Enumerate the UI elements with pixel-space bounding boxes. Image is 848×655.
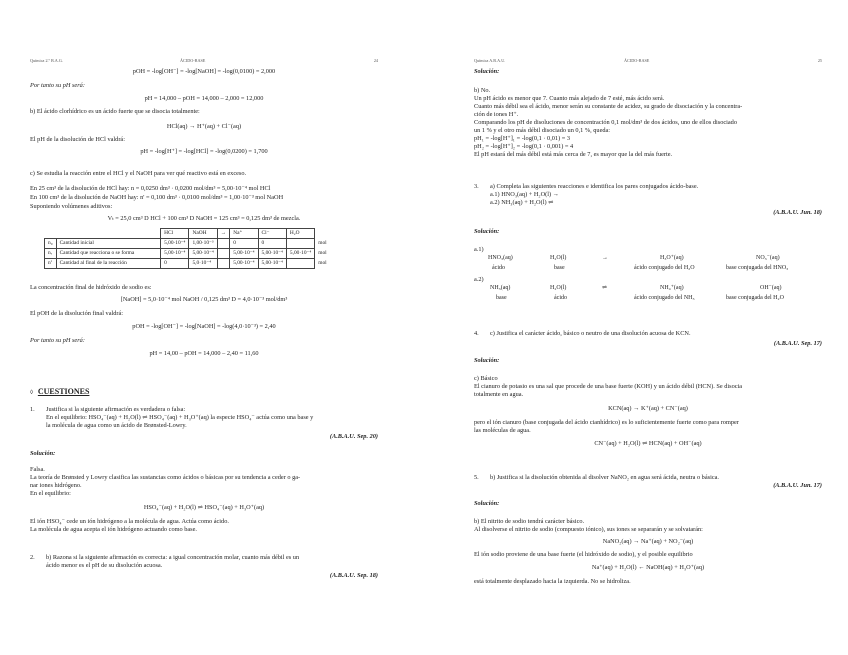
reaction-labels: [474, 265, 822, 275]
text-line: El cianuro de potasio es una sal que procede de una base fuerte (KOH) y un ácido débil (HCN). Se disocia: [474, 383, 743, 390]
table-cell: nⁱ: [45, 259, 57, 269]
text-line: totalmente en agua.: [474, 391, 524, 398]
species: H₃O⁺(aq): [660, 255, 684, 261]
table-cell: 5,00·10⁻⁴: [189, 249, 217, 259]
label: base: [554, 265, 565, 271]
text-line: las moléculas de agua.: [474, 427, 531, 434]
equation: KCN(aq) → K⁺(aq) + CN⁻(aq): [608, 405, 688, 412]
question-text: ácido menor es el pH de su disolución acuosa.: [46, 562, 163, 569]
table-cell: [286, 259, 314, 269]
equation: [NaOH] = 5,0·10⁻⁴ mol NaOH / 0,125 dm³ D = 4,0·10⁻³ mol/dm³: [120, 296, 288, 303]
text-line: Cuanto más débil sea el ácido, menor serán su constante de acidez, su grado de disociación y la concentra-: [474, 103, 743, 110]
text-line: ción de iones H⁺.: [474, 111, 519, 118]
table-cell: [217, 249, 229, 259]
equation: CN⁻(aq) + H₂O(l) ⇌ HCN(aq) + OH⁻(aq): [594, 440, 702, 447]
label: base conjugada del HNO₃: [726, 265, 789, 271]
question-text: b) Justifica si la disolución obtenida al disolver NaNO₂ en agua será ácida, neutra o básica.: [490, 474, 719, 481]
species: NH₃(aq): [490, 285, 511, 291]
table-cell: NaOH: [189, 229, 217, 239]
table-cell: 0: [161, 259, 189, 269]
solution-heading: Solución:: [474, 500, 500, 507]
text-line: La concentración final de hidróxido de sodio es:: [30, 284, 152, 291]
text-line: Un pH ácido es menor que 7. Cuanto más alejado de 7 esté, más ácido será.: [474, 95, 665, 102]
reaction-row: [474, 285, 822, 295]
question-text: la molécula de agua como un ácido de Brønsted-Lowry.: [46, 422, 187, 429]
question-number: 4.: [474, 330, 479, 337]
text-line: c) Básico: [474, 375, 498, 382]
solution-heading: Solución:: [474, 228, 500, 235]
species: HNO₃(aq): [488, 255, 513, 261]
table-cell: 1,00·10⁻³: [189, 239, 217, 249]
question-text: a.2) NH₃(aq) + H₂O(l) ⇌: [490, 199, 554, 206]
equation: pOH = -log[OH⁻] = -log[NaOH] = -log(0,0100) = 2,000: [132, 68, 276, 75]
table-cell: Cantidad al final de la reacción: [56, 259, 161, 269]
text-line: está totalmente desplazado hacia la izquierda. No se hidroliza.: [474, 578, 631, 585]
right-page-header: [474, 0, 822, 62]
question-4: [474, 330, 822, 338]
text-line: b) No.: [474, 87, 491, 94]
table-cell: 5,00·10⁻⁴: [258, 249, 286, 259]
reaction-labels: [474, 295, 822, 305]
table-cell: 5,00·10⁻⁴: [161, 239, 189, 249]
page-number: 24: [373, 58, 378, 63]
arrow: ⇌: [602, 285, 608, 291]
equation: pH = -log[H⁺] = -log[HCl] = -log(0,0200) = 1,700: [140, 148, 268, 155]
label: ácido: [554, 295, 567, 301]
equation: HSO₄⁻(aq) + H₂O(l) ⇌ HSO₄⁻(aq) + H₃O⁺(aq): [143, 504, 265, 511]
text-line: a.2): [474, 276, 484, 283]
text-line: Al disolverse el nitrito de sodio (compuesto iónico), sus iones se separarán y se solvatarán:: [474, 526, 703, 533]
text-line: pH₂ = -log[H⁺]₂ = -log(0,1 · 0,001) = 4: [474, 143, 574, 150]
table-cell: 5,00·10⁻⁴: [230, 249, 258, 259]
question-reference: (A.B.A.U. Sep. 17): [773, 340, 822, 347]
label: base conjugada del H₂O: [726, 295, 784, 301]
question-text: c) Justifica el carácter ácido, básico o neutro de una disolución acuosa de KCN.: [490, 330, 691, 337]
header-left: Química 2.º B.A.G.: [30, 58, 63, 63]
equation: HCl(aq) → H⁺(aq) + Cl⁻(aq): [166, 123, 242, 130]
question-number: 2.: [30, 554, 35, 561]
header-left: Química A.B.A.U.: [474, 58, 506, 63]
text-line: La molécula de agua acepta el ión hidrógeno actuando como base.: [30, 526, 197, 533]
text-line: pero el ión cianuro (base conjugada del ácido cianhídrico) es lo suficientemente fuerte como para romper: [474, 419, 739, 426]
text-line: El pOH de la disolución final valdrá:: [30, 310, 124, 317]
reaction-row: [474, 255, 822, 265]
equation: pOH = -log[OH⁻] = -log[NaOH] = -log(4,0·10⁻³) = 2,40: [132, 323, 276, 330]
header-center: ÁCIDO-BASE: [180, 58, 206, 63]
section-heading: CUESTIONES: [37, 387, 90, 396]
text-line: Comparando los pH de disoluciones de concentración 0,1 mol/dm³ de dos ácidos, uno de ellos disociado: [474, 119, 737, 126]
table-cell: 0: [230, 239, 258, 249]
equation: Na⁺(aq) + H₂O(l) ← NaOH(aq) + H₃O⁺(aq): [591, 564, 705, 571]
label: ácido: [492, 265, 505, 271]
table-cell: 0: [258, 239, 286, 249]
page-number: 25: [817, 58, 822, 63]
right-page: [474, 52, 822, 642]
left-page-header: [30, 0, 378, 62]
table-cell: H₂O: [286, 229, 314, 239]
left-page: [30, 52, 378, 642]
text-line: El pH de la disolución de HCl valdrá:: [30, 136, 125, 143]
table-row: [45, 249, 331, 259]
species: H₂O(l): [550, 285, 567, 291]
table-cell: 5,00·10⁻⁴: [161, 249, 189, 259]
species: H₂O(l): [550, 255, 567, 261]
text-line: Por tanto su pH será:: [30, 337, 85, 344]
question-number: 5.: [474, 474, 479, 481]
equation: pH = 14,00 – pOH = 14,000 – 2,40 = 11,60: [149, 350, 259, 357]
question-reference: (A.B.A.U. Jun. 18): [773, 209, 822, 216]
table-row: [45, 259, 331, 269]
equation: Vₜ = 25,0 cm³ D HCl + 100 cm³ D NaOH = 125 cm³ = 0,125 dm³ de mezcla.: [107, 215, 301, 222]
species: OH⁻(aq): [760, 285, 782, 291]
question-text: a.1) HNO₃(aq) + H₂O(l) →: [490, 191, 559, 198]
question-number: 1.: [30, 406, 35, 413]
text-line: La teoría de Brønsted y Lowry clasifica las sustancias como ácidos o básicas por su tendencia a ceder o ga-: [30, 474, 301, 481]
table-cell: Cantidad inicial: [56, 239, 161, 249]
text-line: b) El ácido clorhídrico es un ácido fuerte que se disocia totalmente:: [30, 108, 200, 115]
table-header-row: [45, 229, 331, 239]
table-cell: mol: [318, 240, 327, 247]
arrow: →: [602, 255, 608, 261]
text-line: En 100 cm³ de la disolución de NaOH hay: n' = 0,100 dm³ · 0,0100 mol/dm³ = 1,00·10⁻³ mol NaOH: [30, 194, 284, 201]
question-reference: (A.B.A.U. Sep. 18): [329, 572, 378, 579]
text-line: b) El nitrito de sodio tendrá carácter básico.: [474, 518, 585, 525]
table-cell: 5,0·10⁻⁴: [189, 259, 217, 269]
question-text: a) Completa las siguientes reacciones e identifica los pares conjugados ácido-base.: [490, 183, 699, 190]
species: NO₃⁻(aq): [756, 255, 780, 261]
table-cell: [286, 239, 314, 249]
table-cell: [217, 259, 229, 269]
table-cell: HCl: [161, 229, 189, 239]
stoichiometry-table: [44, 228, 331, 269]
text-line: El pH estará del más débil está más cerca de 7, es mayor que la del más fuerte.: [474, 151, 673, 158]
table-cell: Na⁺: [230, 229, 258, 239]
table-cell: nᵣ: [45, 249, 57, 259]
text-line: Suponiendo volúmenes aditivos:: [30, 203, 113, 210]
text-line: pH₁ = -log[H⁺]₁ = -log(0,1 · 0,01) = 3: [474, 135, 571, 142]
question-5: [474, 474, 822, 482]
text-line: El ión sodio proviene de una base fuerte (el hidróxido de sodio), y el posible equilibrio: [474, 551, 693, 558]
table-row: [45, 239, 331, 249]
question-reference: (A.B.A.U. Jun. 17): [773, 482, 822, 489]
table-cell: 5,00·10⁻⁴: [258, 259, 286, 269]
question-reference: (A.B.A.U. Sep. 20): [329, 433, 378, 440]
equation: NaNO₂(aq) → Na⁺(aq) + NO₂⁻(aq): [602, 538, 694, 545]
table-cell: [45, 229, 57, 239]
solution-heading: Solución:: [474, 68, 500, 75]
species: NH₄⁺(aq): [660, 285, 684, 291]
text-line: En 25 cm³ de la disolución de HCl hay: n = 0,0250 dm³ · 0,0200 mol/dm³ = 5,00·10⁻⁴ mol HCl: [30, 185, 271, 192]
text-line: Falsa.: [30, 466, 45, 473]
question-2: [30, 554, 378, 562]
solution-heading: Solución:: [474, 357, 500, 364]
table-cell: 5,00·10⁻⁴: [286, 249, 314, 259]
table-cell: [56, 229, 161, 239]
table-cell: mol: [318, 260, 327, 267]
label: base: [496, 295, 507, 301]
text-line: un 1 % y el otro más débil disociado un 0,1 %, queda:: [474, 127, 611, 134]
text-line: El ión HSO₄⁻ cede un ión hidrógeno a la molécula de agua. Actúa como ácido.: [30, 518, 229, 525]
table-cell: [217, 239, 229, 249]
equation: pH = 14,000 – pOH = 14,000 – 2,000 = 12,000: [144, 95, 264, 102]
table-cell: 5,00·10⁻⁴: [230, 259, 258, 269]
label: ácido conjugado del NH₃: [634, 295, 695, 301]
text-line: c) Se estudia la reacción entre el HCl y el NaOH para ver qué reactivo está en exceso.: [30, 170, 247, 177]
question-text: b) Razona si la siguiente afirmación es correcta: a igual concentración molar, cuanto más débil es un: [46, 554, 300, 561]
text-line: Por tanto su pH será:: [30, 82, 85, 89]
section-title: [30, 387, 378, 397]
text-line: nar iones hidrógeno.: [30, 482, 82, 489]
text-line: En el equilibrio:: [30, 490, 71, 497]
text-line: a.1): [474, 246, 484, 253]
label: ácido conjugado del H₂O: [634, 265, 695, 271]
question-1: [30, 406, 378, 414]
question-number: 3.: [474, 183, 479, 190]
table-cell: Cantidad que reacciona o se forma: [56, 249, 161, 259]
table-cell: Cl⁻: [258, 229, 286, 239]
question-text: Justifica si la siguiente afirmación es verdadera o falsa:: [46, 406, 186, 413]
table-cell: mol: [318, 250, 327, 257]
question-text: En el equilibrio: HSO₄⁻(aq) + H₂O(l) ⇌ HSO₄⁻(aq) + H₃O⁺(aq) la especie HSO₄⁻ actúa como una base y: [46, 414, 314, 421]
table-cell: n₀: [45, 239, 57, 249]
section-number: ◊: [30, 389, 34, 396]
question-3: [474, 183, 822, 191]
header-center: ÁCIDO-BASE: [624, 58, 650, 63]
table-cell: →: [217, 229, 229, 239]
solution-heading: Solución:: [30, 450, 56, 457]
table-cell: [315, 229, 330, 239]
